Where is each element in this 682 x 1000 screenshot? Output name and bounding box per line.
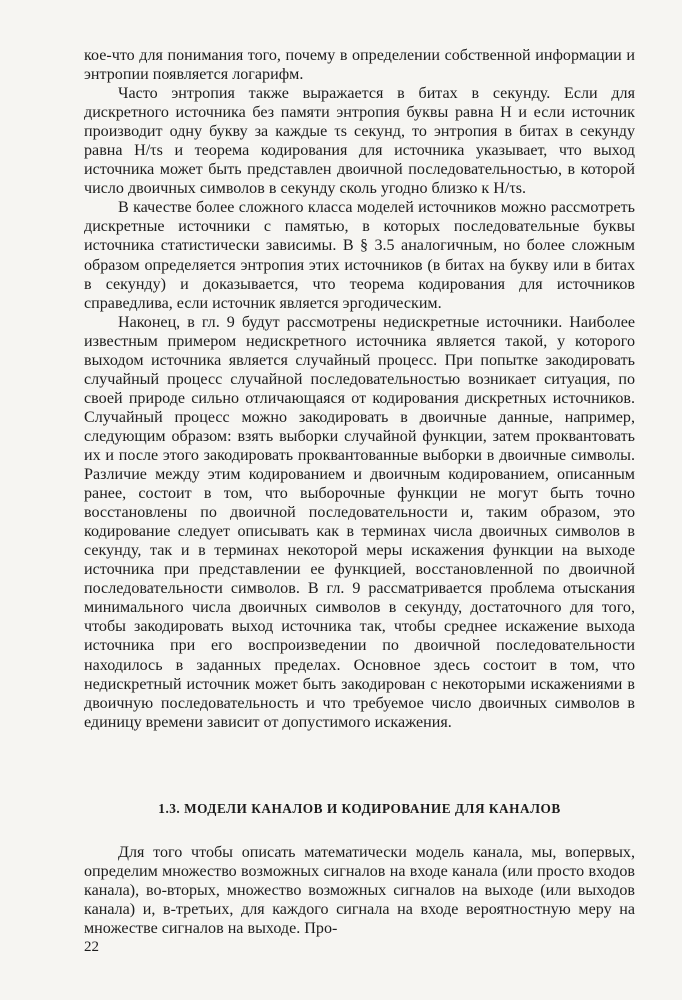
paragraph-3: В качестве более сложного класса моделей источников можно рассмотреть дискретные источники с памятью, в которых последовательные буквы источника статистически зависимы. В § 3.5 аналогичным, но более сложным образом определяется энтропия этих источников (в битах на букву или в битах в секунду) и доказывается, что теорема кодирования для источников справедлива, если источник является эргодическим. bbox=[84, 199, 635, 312]
page-number: 22 bbox=[84, 939, 99, 955]
paragraph-4: Наконец, в гл. 9 будут рассмотрены недискретные источники. Наиболее известным примером недискретного источника является такой, у которого выходом источника является случайный процесс. При попытке закодировать случайный процесс случайной последовательностью возникает ситуация, по своей природе сильно отличающаяся от кодирования дискретных источников. Случайный процесс можно закодировать в двоичные данные, например, следующим образом: взять выборки случайной функции, затем проквантовать их и после этого закодировать проквантованные выборки в двоичные символы. Различие между этим кодированием и двоичным кодированием, описанным ранее, состоит в том, что выборочные функции не могут быть точно восстановлены по двоичной последовательности и, таким образом, это кодирование следует описывать как в терминах числа двоичных символов в секунду, так и в терминах некоторой меры искажения функции на выходе источника при представлении ее функцией, восстановленной по двоичной последовательности символов. В гл. 9 рассматривается проблема отыскания минимального числа двоичных символов в секунду, достаточного для того, чтобы закодировать выход источника так, чтобы среднее искажение выхода источника при его воспроизведении по двоичной последовательности находилось в заданных пределах. Основное здесь состоит в том, что недискретный источник может быть закодирован с некоторыми искажениями в двоичную последовательность и что требуемое число двоичных символов в единицу времени зависит от допустимого искажения. bbox=[84, 313, 635, 731]
paragraph-5: Для того чтобы описать математически модель канала, мы, вопервых, определим множество возможных сигналов на входе канала (или просто входов канала), во-вторых, множество возможных сигналов на выходе (или выходов канала) и, в-третьих, для каждого сигнала на входе вероятностную меру на множестве сигналов на выходе. Про- bbox=[84, 844, 635, 938]
text-block-bottom bbox=[84, 843, 635, 938]
text-block-top bbox=[84, 46, 635, 732]
paragraph-1: кое-что для понимания того, почему в определении собственной информации и энтропии появляется логарифм. bbox=[84, 47, 635, 84]
paragraph-2: Часто энтропия также выражается в битах в секунду. Если для дискретного источника без памяти энтропия буквы равна H и если источник производит одну букву за каждые τs секунд, то энтропия в битах в секунду равна H/τs и теорема кодирования для источника указывает, что выход источника может быть представлен двоичной последовательностью, в которой число двоичных символов в секунду сколь угодно близко к H/τs. bbox=[84, 85, 635, 198]
section-heading: 1.3. МОДЕЛИ КАНАЛОВ И КОДИРОВАНИЕ ДЛЯ КАНАЛОВ bbox=[158, 801, 561, 816]
